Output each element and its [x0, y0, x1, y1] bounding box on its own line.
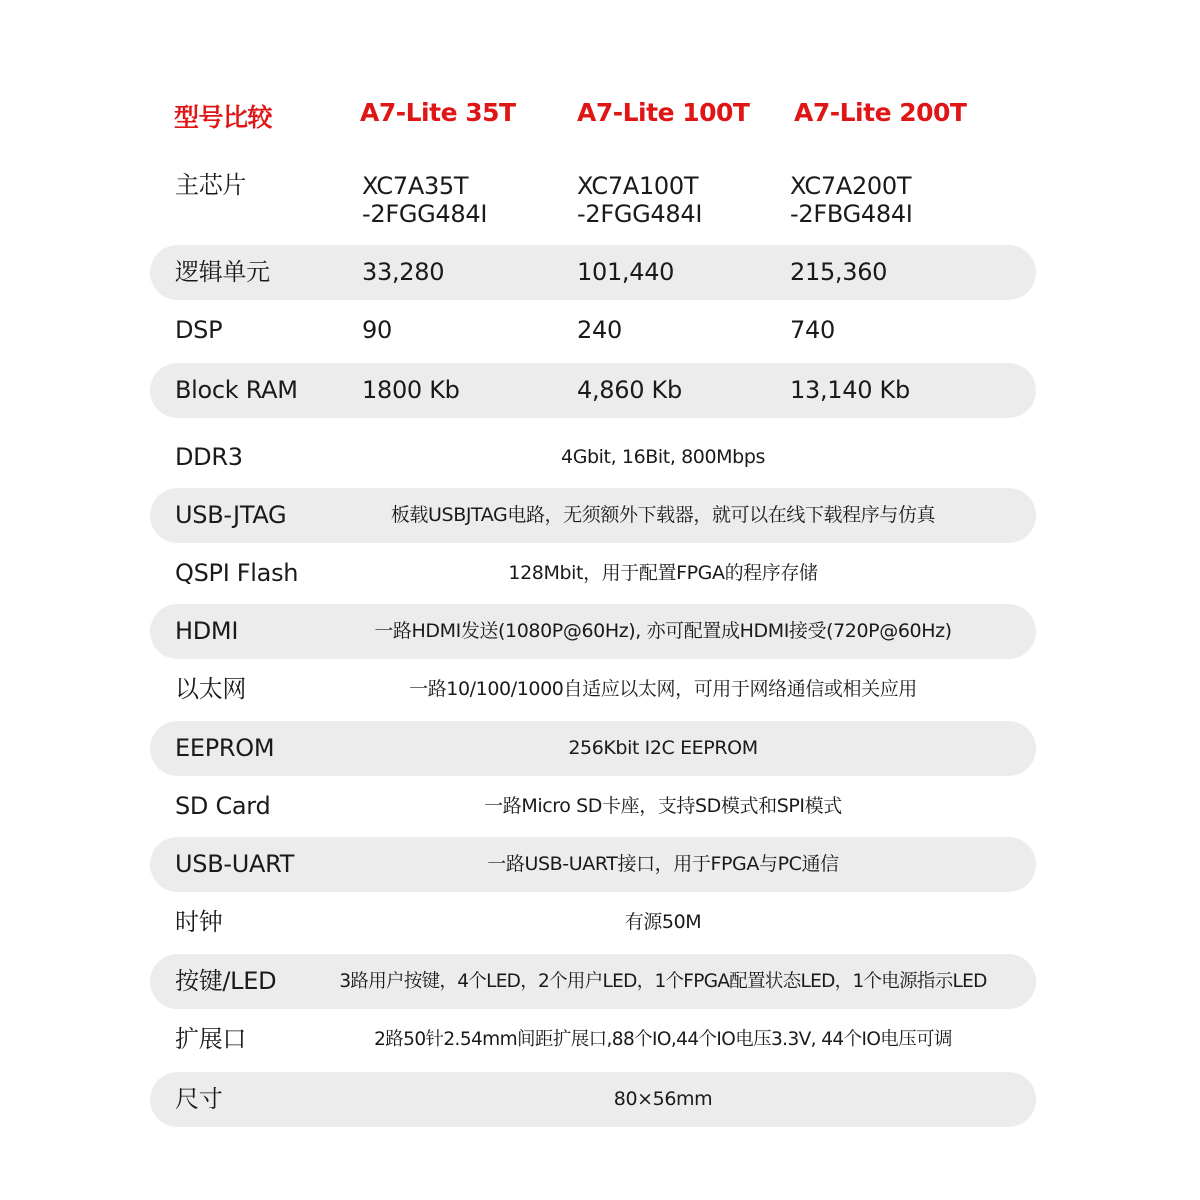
- row-label: USB-UART: [175, 850, 295, 878]
- table-row-usb-uart: [150, 837, 1036, 892]
- row-value: 4Gbit, 16Bit, 800Mbps: [561, 446, 765, 468]
- table-row-clock: [150, 895, 1036, 950]
- table-row-main-chip: [150, 158, 1036, 228]
- row-label: 逻辑单元: [175, 258, 270, 286]
- row-label: 以太网: [175, 675, 247, 703]
- table-row-block-ram: [150, 363, 1036, 418]
- row-label: 尺寸: [175, 1085, 223, 1113]
- table-row-usb-jtag: [150, 488, 1036, 543]
- table-row-ethernet: [150, 662, 1036, 717]
- cell-35t: 33,280: [362, 258, 445, 286]
- row-value: 板载USBJTAG电路，无须额外下载器，就可以在线下载程序与仿真: [390, 504, 936, 526]
- row-label: SD Card: [175, 792, 271, 820]
- row-label: DDR3: [175, 443, 243, 471]
- row-label: USB-JTAG: [175, 501, 287, 529]
- row-value: 一路Micro SD卡座，支持SD模式和SPI模式: [484, 795, 842, 817]
- row-value: 有源50M: [624, 911, 702, 933]
- table-row-eeprom: [150, 721, 1036, 776]
- cell-35t: [362, 172, 487, 228]
- header-model-200t: A7-Lite 200T: [794, 98, 967, 127]
- header-model-100t: A7-Lite 100T: [577, 98, 750, 127]
- row-label: DSP: [175, 316, 223, 344]
- row-label: EEPROM: [175, 734, 275, 762]
- cell-100t: 101,440: [577, 258, 675, 286]
- table-row-buttons-led: [150, 954, 1036, 1009]
- table-header: [150, 98, 1038, 142]
- row-label: Block RAM: [175, 376, 298, 404]
- row-value: 128Mbit，用于配置FPGA的程序存储: [508, 562, 818, 584]
- chip-part-line1: XC7A100T: [577, 172, 699, 200]
- chip-part-line2: -2FGG484I: [577, 200, 703, 228]
- cell-100t: 240: [577, 316, 622, 344]
- row-label: 扩展口: [175, 1025, 247, 1053]
- row-value: 256Kbit I2C EEPROM: [568, 737, 758, 759]
- header-model-35t: A7-Lite 35T: [360, 98, 516, 127]
- cell-100t: 4,860 Kb: [577, 376, 682, 404]
- table-row-sd-card: [150, 779, 1036, 834]
- header-title: 型号比较: [174, 103, 273, 132]
- cell-35t: 1800 Kb: [362, 376, 460, 404]
- row-label: 按键/LED: [175, 967, 277, 995]
- chip-part-line1: XC7A35T: [362, 172, 469, 200]
- table-row-expansion-port: [150, 1012, 1036, 1067]
- table-row-qspi-flash: [150, 546, 1036, 601]
- table-row-dsp: [150, 303, 1036, 358]
- table-row-dimensions: [150, 1072, 1036, 1127]
- cell-200t: 740: [790, 316, 835, 344]
- chip-part-line1: XC7A200T: [790, 172, 912, 200]
- row-value: 一路HDMI发送(1080P@60Hz), 亦可配置成HDMI接受(720P@60Hz): [374, 620, 952, 642]
- cell-200t: 13,140 Kb: [790, 376, 910, 404]
- row-label: 时钟: [175, 908, 223, 936]
- row-value: 一路USB-UART接口，用于FPGA与PC通信: [487, 853, 839, 875]
- table-row-ddr3: [150, 430, 1036, 485]
- table-row-hdmi: [150, 604, 1036, 659]
- row-value: 80×56mm: [613, 1088, 713, 1110]
- row-label: QSPI Flash: [175, 559, 299, 587]
- cell-100t: [577, 172, 702, 228]
- cell-35t: 90: [362, 316, 392, 344]
- cell-200t: 215,360: [790, 258, 888, 286]
- cell-200t: [790, 172, 913, 228]
- chip-part-line2: -2FBG484I: [790, 200, 913, 228]
- row-label: HDMI: [175, 617, 239, 645]
- row-label: 主芯片: [175, 171, 247, 199]
- chip-part-line2: -2FGG484I: [362, 200, 488, 228]
- row-value: 2路50针2.54mm间距扩展口,88个IO,44个IO电压3.3V, 44个IO电压可调: [374, 1029, 952, 1050]
- table-row-logic-cells: [150, 245, 1036, 300]
- row-value: 3路用户按键，4个LED，2个用户LED，1个FPGA配置状态LED，1个电源指示LED: [339, 971, 987, 992]
- row-value: 一路10/100/1000自适应以太网，可用于网络通信或相关应用: [409, 678, 917, 700]
